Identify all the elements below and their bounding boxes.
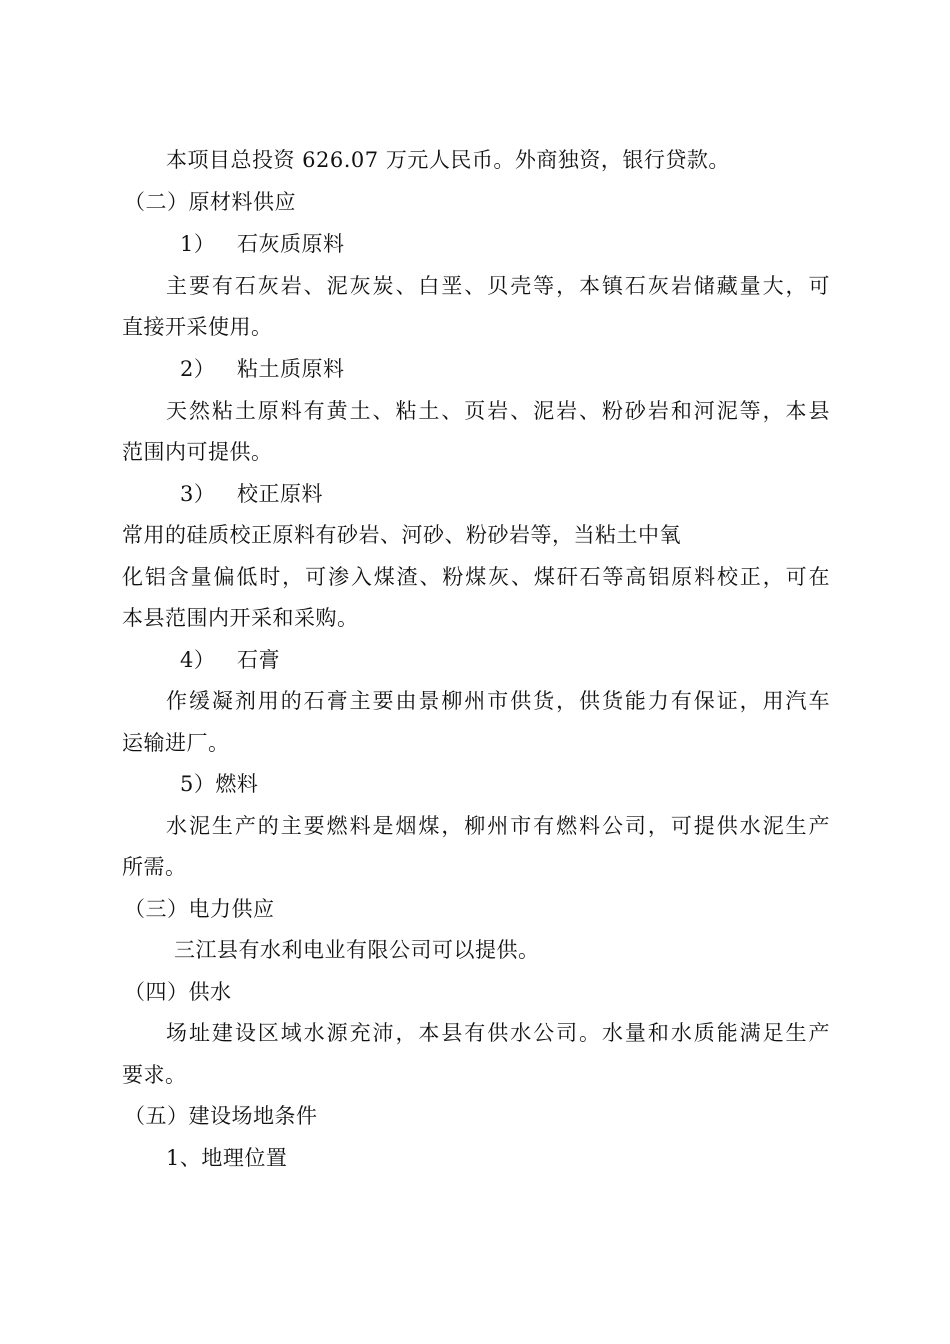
section-heading-water: （四）供水 <box>124 980 232 1004</box>
paragraph-water-line1: 场址建设区域水源充沛，本县有供水公司。水量和水质能满足生产 <box>166 1021 830 1045</box>
subheading-correction: 校正原料 <box>237 482 323 506</box>
paragraph-correction-line3: 本县范围内开采和采购。 <box>122 606 359 630</box>
section-heading-site: （五）建设场地条件 <box>124 1104 318 1128</box>
paragraph-fuel-line2: 所需。 <box>122 855 187 879</box>
paragraph-gypsum-line1: 作缓凝剂用的石膏主要由景柳州市供货，供货能力有保证，用汽车 <box>166 689 830 713</box>
paragraph-limestone-line1: 主要有石灰岩、泥灰炭、白垩、贝壳等，本镇石灰岩储藏量大，可 <box>166 274 830 298</box>
subheading-gypsum: 石膏 <box>237 648 280 672</box>
paragraph-gypsum-line2: 运输进厂。 <box>122 731 230 755</box>
list-number-2: 2） <box>180 357 216 381</box>
list-number-1: 1） <box>180 232 216 256</box>
paragraph-correction-line1: 常用的硅质校正原料有砂岩、河砂、粉砂岩等，当粘土中氧 <box>122 523 681 547</box>
section-heading-raw-materials: （二）原材料供应 <box>124 190 296 214</box>
list-number-4: 4） <box>180 648 216 672</box>
subheading-fuel: 5）燃料 <box>180 772 259 796</box>
section-heading-power: （三）电力供应 <box>124 897 275 921</box>
paragraph-power: 三江县有水利电业有限公司可以提供。 <box>174 938 540 962</box>
subheading-clay: 粘土质原料 <box>237 357 345 381</box>
subheading-location: 1、地理位置 <box>166 1146 288 1170</box>
paragraph-water-line2: 要求。 <box>122 1063 187 1087</box>
paragraph-fuel-line1: 水泥生产的主要燃料是烟煤，柳州市有燃料公司，可提供水泥生产 <box>166 814 830 838</box>
paragraph-clay-line1: 天然粘土原料有黄土、粘土、页岩、泥岩、粉砂岩和河泥等，本县 <box>166 399 830 423</box>
list-number-3: 3） <box>180 482 216 506</box>
paragraph-clay-line2: 范围内可提供。 <box>122 440 273 464</box>
paragraph-limestone-line2: 直接开采使用。 <box>122 315 273 339</box>
paragraph-investment: 本项目总投资 626.07 万元人民币。外商独资，银行贷款。 <box>166 148 730 172</box>
subheading-limestone: 石灰质原料 <box>237 232 345 256</box>
paragraph-correction-line2: 化铝含量偏低时，可渗入煤渣、粉煤灰、煤矸石等高铝原料校正，可在 <box>122 565 830 589</box>
